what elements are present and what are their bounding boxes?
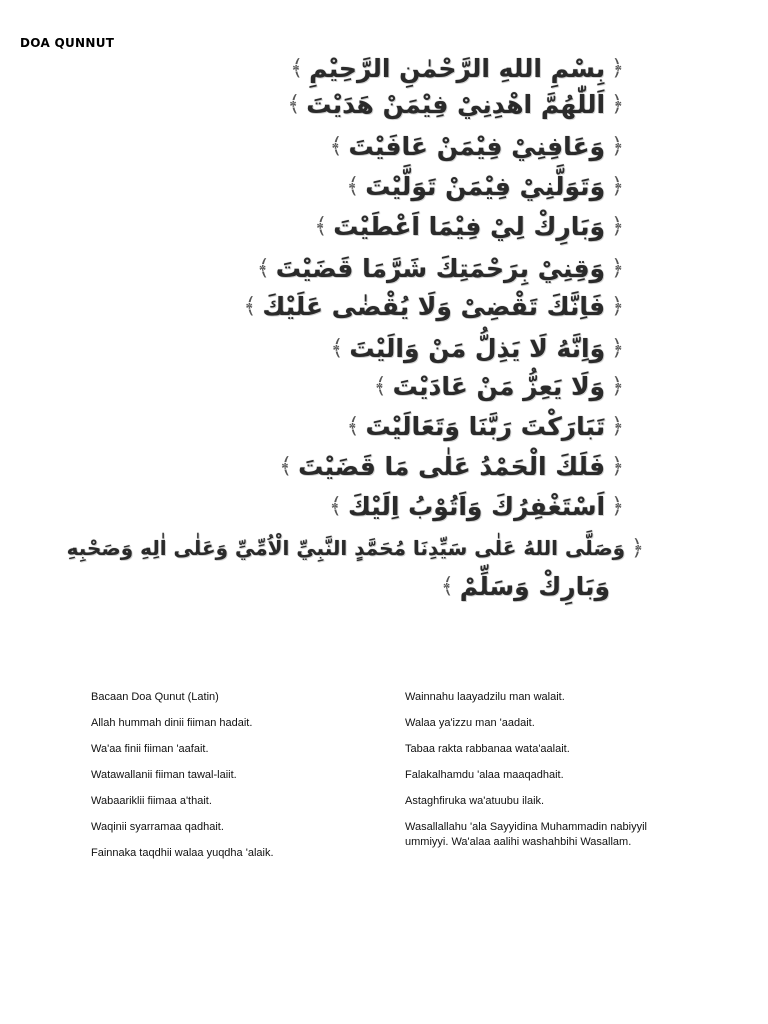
ornament-open-icon: ﴿ (611, 453, 624, 479)
ornament-open-icon: ﴿ (611, 293, 624, 319)
ornament-close-icon: ﴾ (329, 133, 343, 159)
arabic-line: ﴿ وَعَافِنِيْ فِيْمَنْ عَافَيْتَ ﴾ (324, 126, 630, 166)
arabic-line: ﴿ فَلَكَ الْحَمْدُ عَلٰى مَا قَضَيْتَ ﴾ (273, 446, 630, 486)
ornament-close-icon: ﴾ (314, 213, 328, 239)
ornament-open-icon: ﴿ (631, 535, 644, 561)
arabic-line: ﴿ وَبَارِكْ لِيْ فِيْمَا اَعْطَيْتَ ﴾ (308, 206, 630, 246)
ornament-close-icon: ﴾ (256, 255, 270, 281)
latin-heading: Bacaan Doa Qunut (Latin) (91, 691, 219, 703)
ornament-close-icon: ﴾ (346, 413, 360, 439)
latin-line: Wabaariklii fiimaa a'thait. (91, 795, 212, 807)
ornament-open-icon: ﴿ (611, 55, 624, 81)
ornament-close-icon: ﴾ (330, 335, 344, 361)
ornament-open-icon: ﴿ (611, 173, 624, 199)
ornament-close-icon: ﴾ (329, 493, 343, 519)
latin-line: Astaghfiruka wa'atuubu ilaik. (405, 795, 545, 807)
ornament-open-icon: ﴿ (611, 133, 624, 159)
latin-column-right (405, 690, 675, 861)
latin-line: Wasallallahu 'ala Sayyidina Muhammadin nabiyyil ummiyyi. Wa'alaa aalihi washahbihi Wasallam. (405, 821, 647, 848)
ornament-open-icon: ﴿ (611, 373, 624, 399)
arabic-line: وَبَارِكْ وَسَلِّمْ ﴾ (435, 566, 610, 606)
arabic-line: ﴿ فَاِنَّكَ تَقْضِىْ وَلَا يُقْضٰى عَلَيْكَ ﴾ (237, 286, 630, 326)
arabic-line: ﴿ وَقِنِيْ بِرَحْمَتِكَ شَرَّمَا قَضَيْتَ ﴾ (251, 248, 630, 288)
arabic-line: ﴿ اَسْتَغْفِرُكَ وَاَتُوْبُ اِلَيْكَ ﴾ (323, 486, 630, 526)
ornament-open-icon: ﴿ (611, 335, 624, 361)
ornament-close-icon: ﴾ (279, 453, 293, 479)
arabic-line: ﴿ وَلَا يَعِزُّ مَنْ عَادَيْتَ ﴾ (368, 366, 630, 406)
ornament-close-icon: ﴾ (243, 293, 257, 319)
arabic-line: ﴿ وَاِنَّهُ لَا يَذِلُّ مَنْ وَالَيْتَ ﴾ (324, 328, 630, 368)
latin-line: Tabaa rakta rabbanaa wata'aalait. (405, 743, 570, 755)
ornament-close-icon: ﴾ (287, 91, 301, 117)
arabic-line: ﴿ تَبَارَكْتَ رَبَّنَا وَتَعَالَيْتَ ﴾ (341, 406, 630, 446)
ornament-open-icon: ﴿ (611, 255, 624, 281)
ornament-open-icon: ﴿ (611, 413, 624, 439)
ornament-close-icon: ﴾ (290, 55, 304, 81)
arabic-line: ﴿ بِسْمِ اللهِ الرَّحْمٰنِ الرَّحِيْمِ ﴾ (284, 48, 630, 88)
ornament-close-icon: ﴾ (440, 573, 454, 599)
ornament-open-icon: ﴿ (611, 493, 624, 519)
latin-column-left (91, 690, 381, 872)
latin-line: Waqinii syarramaa qadhait. (91, 821, 224, 833)
arabic-line: ﴿ وَصَلَّى اللهُ عَلٰى سَيِّدِنَا مُحَمَّدٍ النَّبِيِّ الْاُمِّيِّ وَعَلٰى اٰلِهِ وَصَحْبِهِ (67, 528, 650, 568)
arabic-line: ﴿ اَللّٰهُمَّ اهْدِنِيْ فِيْمَنْ هَدَيْتَ ﴾ (281, 84, 630, 124)
arabic-prayer-block (66, 46, 650, 616)
latin-line: Walaa ya'izzu man 'aadait. (405, 717, 535, 729)
ornament-close-icon: ﴾ (346, 173, 360, 199)
ornament-close-icon: ﴾ (373, 373, 387, 399)
latin-line: Falakalhamdu 'alaa maaqadhait. (405, 769, 564, 781)
document-title: DOA QUNNUT (20, 36, 115, 50)
latin-line: Wainnahu laayadzilu man walait. (405, 691, 565, 703)
latin-line: Allah hummah dinii fiiman hadait. (91, 717, 253, 729)
latin-line: Watawallanii fiiman tawal-laiit. (91, 769, 237, 781)
latin-line: Fainnaka taqdhii walaa yuqdha 'alaik. (91, 847, 274, 859)
ornament-open-icon: ﴿ (611, 213, 624, 239)
arabic-line: ﴿ وَتَوَلَّنِيْ فِيْمَنْ تَوَلَّيْتَ ﴾ (340, 166, 630, 206)
latin-line: Wa'aa finii fiiman 'aafait. (91, 743, 209, 755)
ornament-open-icon: ﴿ (611, 91, 624, 117)
